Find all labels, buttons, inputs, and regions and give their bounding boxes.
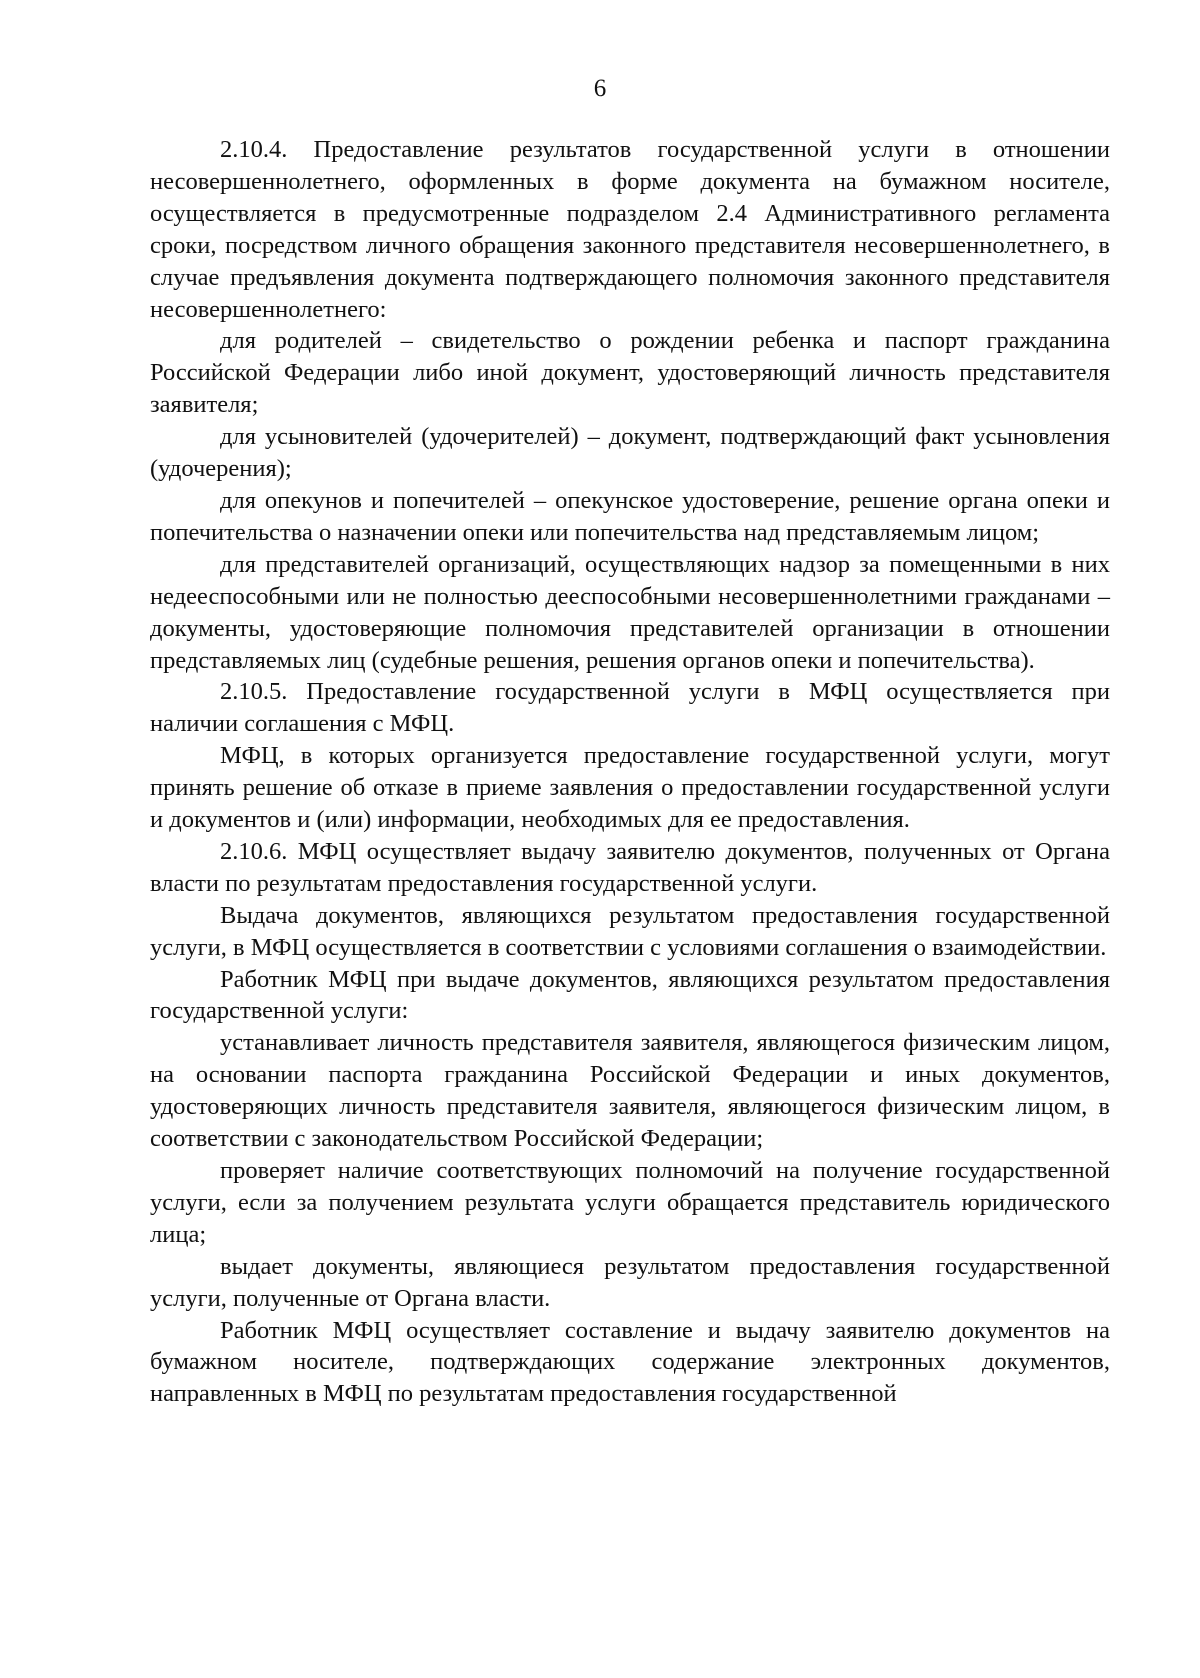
paragraph-2-10-5: 2.10.5. Предоставление государственной услуги в МФЦ осуществляется при наличии соглашения с МФЦ. (150, 678, 1110, 738)
paragraph-organizations: для представителей организаций, осуществляющих надзор за помещенными в них недееспособными или не полностью дееспособными несовершеннолетними гражданами – документы, удостоверяющие полномочия представителей организации в отношении представляемых лиц (судебные решения, решения органов опеки и попечительства). (150, 550, 1110, 674)
page-number: 6 (593, 75, 607, 102)
paragraph-2-10-6: 2.10.6. МФЦ осуществляет выдачу заявителю документов, полученных от Органа власти по результатам предоставления государственной услуги. (150, 837, 1110, 897)
paragraph-issuance: Выдача документов, являющихся результатом предоставления государственной услуги, в МФЦ осуществляется в соответствии с условиями соглашения о взаимодействии. (150, 901, 1110, 961)
paragraph-adopters: для усыновителей (удочерителей) – документ, подтверждающий факт усыновления (удочерения); (150, 423, 1110, 483)
paragraph-parents: для родителей – свидетельство о рождении ребенка и паспорт гражданина Российской Федерации либо иной документ, удостоверяющий личность представителя заявителя; (150, 327, 1110, 419)
paragraph-2-10-4: 2.10.4. Предоставление результатов государственной услуги в отношении несовершеннолетнего, оформленных в форме документа на бумажном носителе, осуществляется в предусмотренные подразделом 2.4 Административного регламента сроки, посредством личного обращения законного представителя несовершеннолетнего, в случае предъявления документа подтверждающего полномочия законного представителя несовершеннолетнего: (150, 136, 1110, 323)
paragraph-paper-copies: Работник МФЦ осуществляет составление и выдачу заявителю документов на бумажном носителе, подтверждающих содержание электронных документов, направленных в МФЦ по результатам предоставления государственной (150, 1316, 1110, 1408)
paragraph-issue-documents: выдает документы, являющиеся результатом предоставления государственной услуги, полученные от Органа власти. (150, 1252, 1110, 1312)
paragraph-identity-check: устанавливает личность представителя заявителя, являющегося физическим лицом, на основании паспорта гражданина Российской Федерации и иных документов, удостоверяющих личность представителя заявителя, являющегося физическим лицом, в соответствии с законодательством Российской Федерации; (150, 1029, 1110, 1153)
paragraph-guardians: для опекунов и попечителей – опекунское удостоверение, решение органа опеки и попечительства о назначении опеки или попечительства над представляемым лицом; (150, 486, 1110, 546)
paragraph-mfc-refusal: МФЦ, в которых организуется предоставление государственной услуги, могут принять решение об отказе в приеме заявления о предоставлении государственной услуги и документов и (или) информации, необходимых для ее предоставления. (150, 742, 1110, 834)
paragraph-authority-check: проверяет наличие соответствующих полномочий на получение государственной услуги, если за получением результата услуги обращается представитель юридического лица; (150, 1157, 1110, 1248)
paragraph-mfc-employee: Работник МФЦ при выдаче документов, являющихся результатом предоставления государственной услуги: (150, 965, 1110, 1025)
document-body (150, 134, 1110, 1410)
